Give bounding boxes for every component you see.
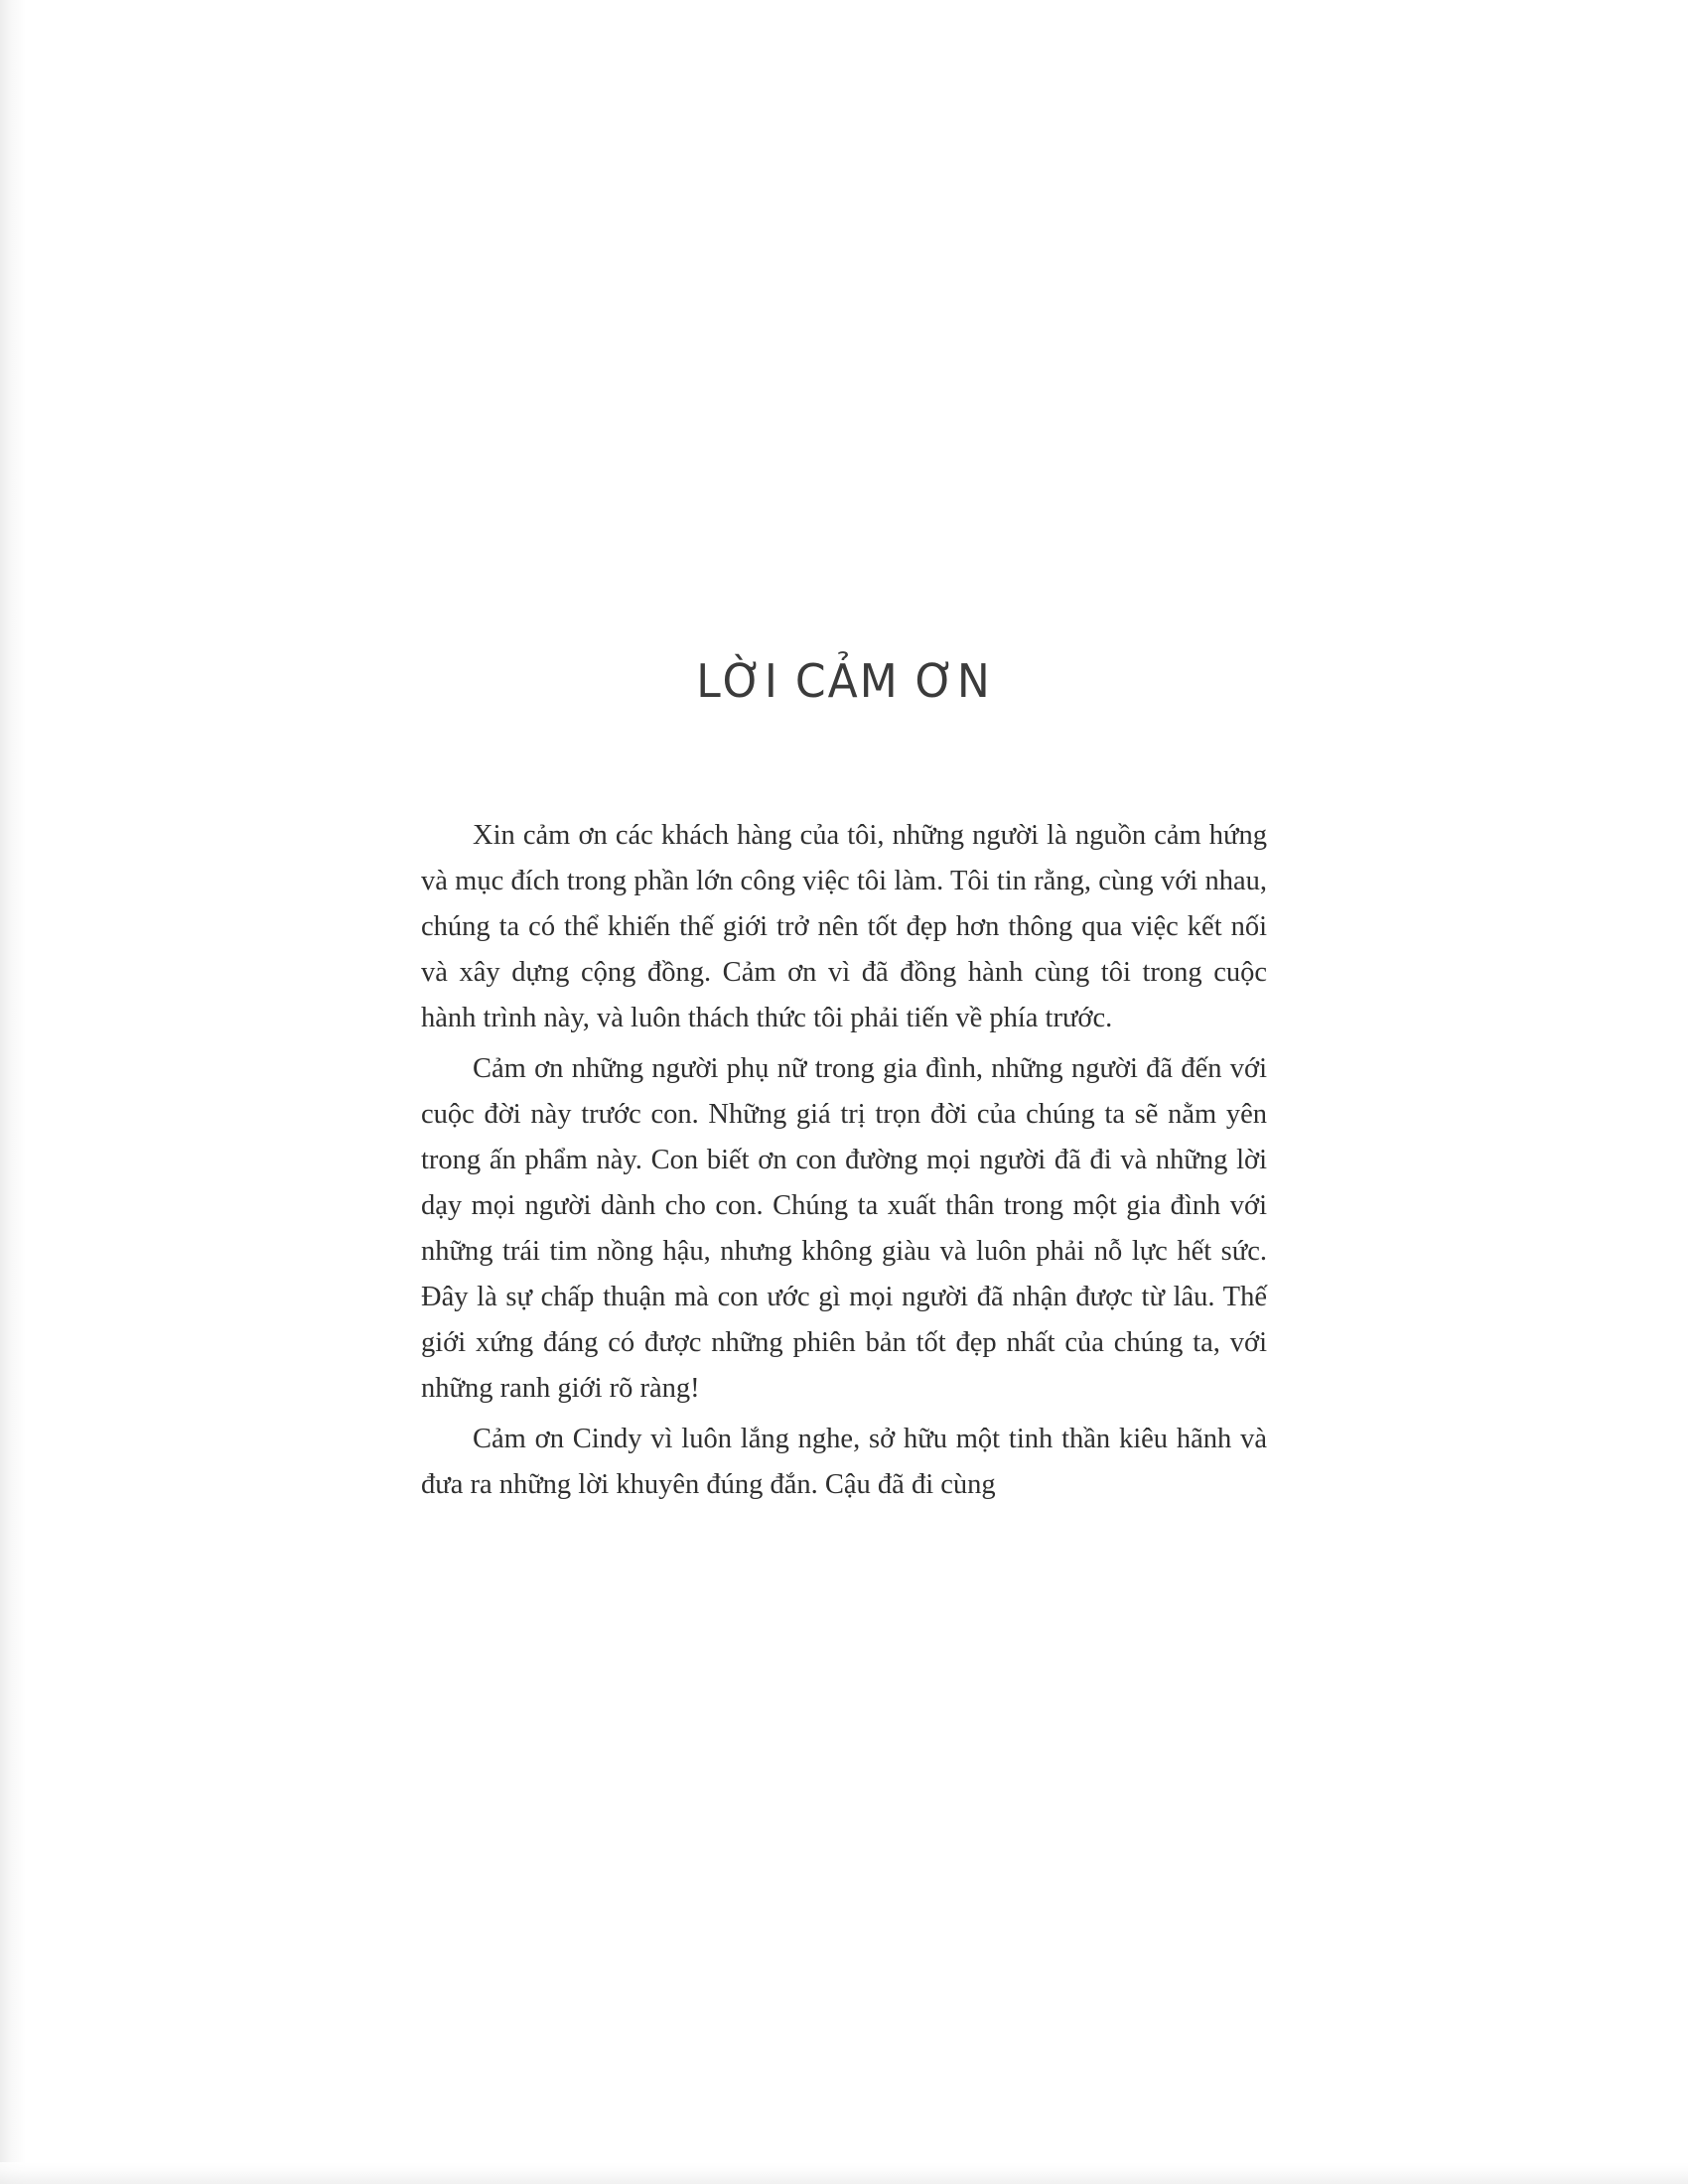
page-edge-shadow-left — [0, 0, 26, 2184]
paragraph-3: Cảm ơn Cindy vì luôn lắng nghe, sở hữu một tinh thần kiêu hãnh và đưa ra những lời khuyên đúng đắn. Cậu đã đi cùng — [421, 1424, 1267, 1501]
page-edge-shadow-bottom — [0, 2162, 1688, 2184]
paragraph-2: Cảm ơn những người phụ nữ trong gia đình, những người đã đến với cuộc đời này trước con. Những giá trị trọn đời của chúng ta sẽ nằm yên trong ấn phẩm này. Con biết ơn con đường mọi người đã đi và những lời dạy mọi người dành cho con. Chúng ta xuất thân trong một gia đình với những trái tim nồng hậu, nhưng không giàu và luôn phải nỗ lực hết sức. Đây là sự chấp thuận mà con ước gì mọi người đã nhận được từ lâu. Thế giới xứng đáng có được những phiên bản tốt đẹp nhất của chúng ta, với những ranh giới rõ ràng! — [421, 1053, 1267, 1404]
page-content — [421, 655, 1267, 1508]
page-title: LỜI CẢM ƠN — [696, 655, 992, 709]
paragraph-1: Xin cảm ơn các khách hàng của tôi, những người là nguồn cảm hứng và mục đích trong phần lớn công việc tôi làm. Tôi tin rằng, cùng với nhau, chúng ta có thể khiến thế giới trở nên tốt đẹp hơn thông qua việc kết nối và xây dựng cộng đồng. Cảm ơn vì đã đồng hành cùng tôi trong cuộc hành trình này, và luôn thách thức tôi phải tiến về phía trước. — [421, 820, 1267, 1033]
body-text — [421, 813, 1267, 1508]
